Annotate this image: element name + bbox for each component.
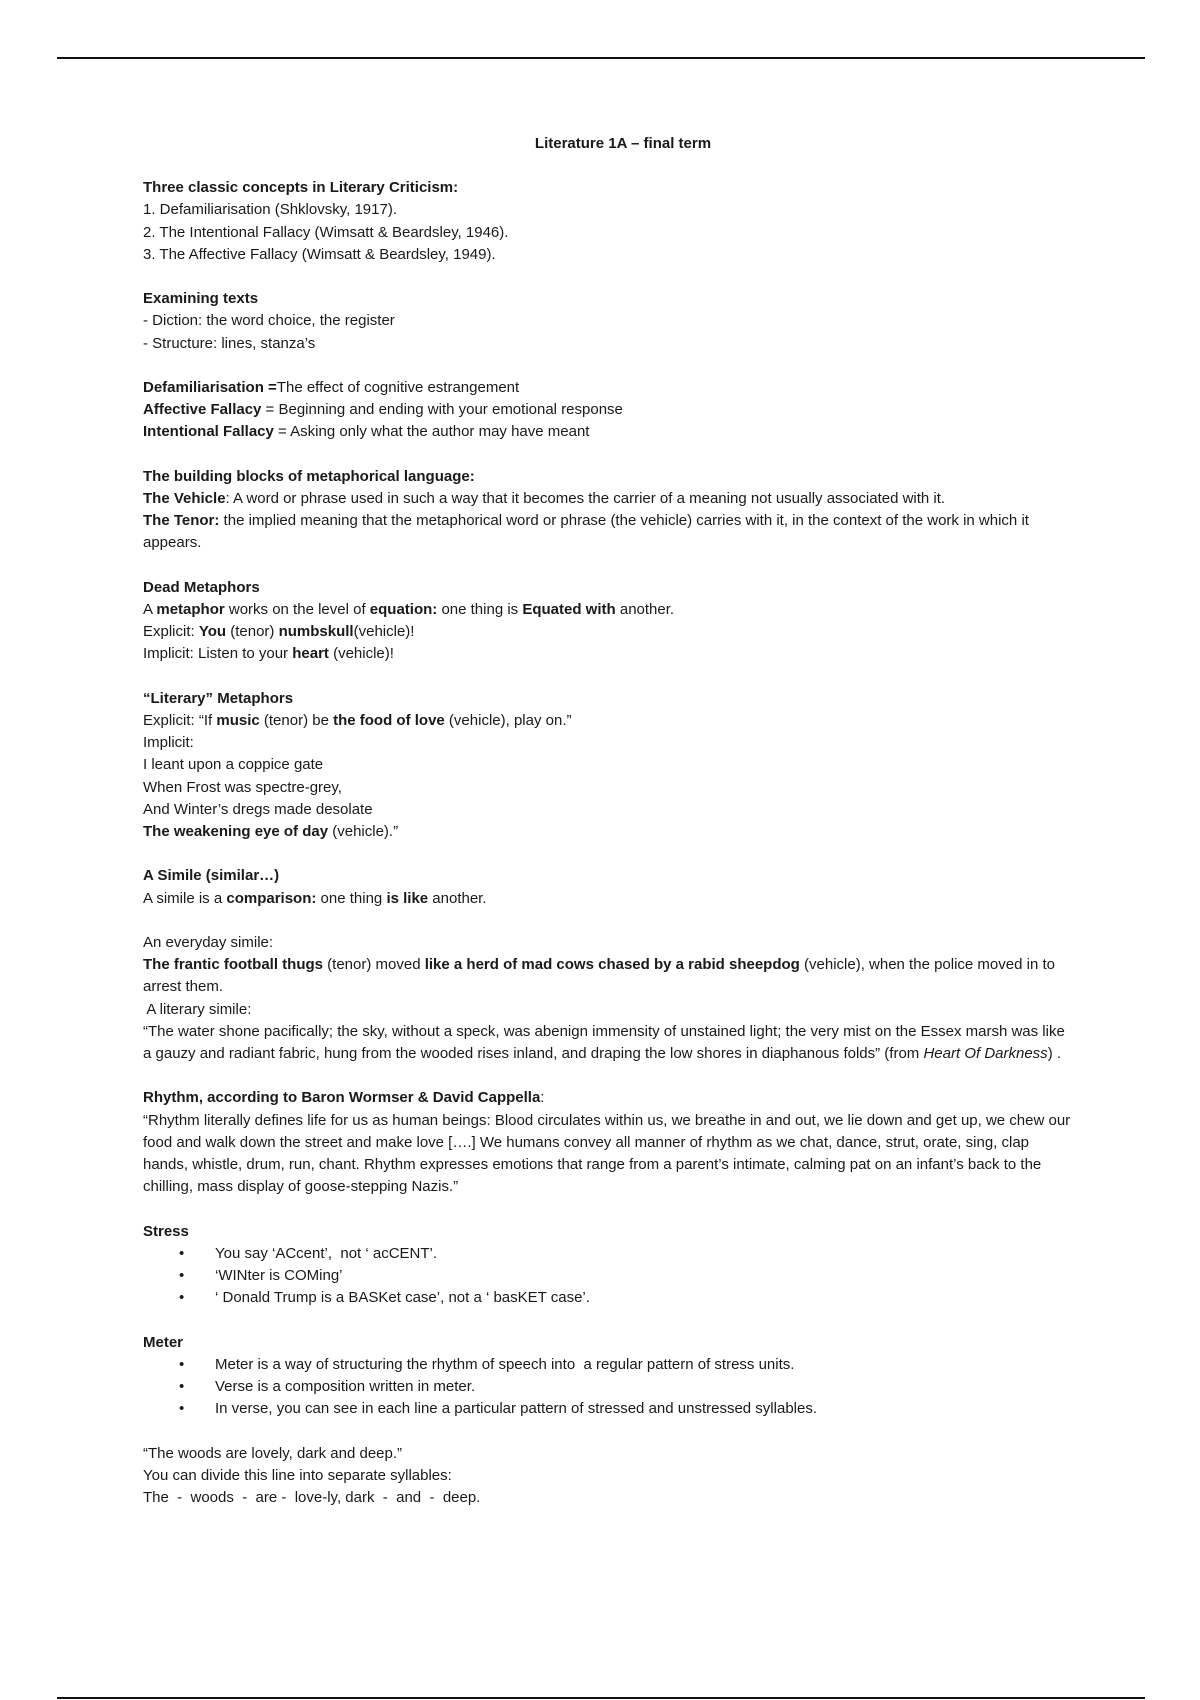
poem-line: I leant upon a coppice gate [143,756,324,774]
term: The Tenor: [143,512,220,530]
definition-text: = Asking only what the author may have meant [273,423,590,441]
page-title: Literature 1A – final term [534,135,712,152]
section-classic-concepts [143,177,1073,266]
top-rule [57,57,1145,59]
text: heart [292,645,329,663]
text: (vehicle), play on.” [444,712,572,729]
text: Equated with [522,601,616,618]
definition-row [143,377,1073,399]
paragraph-line [143,643,1073,665]
definition-text: The effect of cognitive estrangement [276,379,520,396]
paragraph-line [143,888,1073,910]
section-stress [143,1221,1073,1310]
text: Implicit: Listen to your [143,645,293,663]
section-heading: Meter [143,1333,184,1351]
document-page [143,133,1073,1509]
paragraph-line [143,599,1073,621]
list-item: • Verse is a composition written in meter. [143,1376,1073,1398]
text: (tenor) be [259,712,334,729]
text: A simile is a [143,889,227,907]
definition-term: Defamiliarisation = [143,379,277,396]
definition-term: Affective Fallacy [143,401,262,419]
paragraph [143,954,1073,998]
text: metaphor [156,601,225,618]
text: Explicit: [143,623,199,641]
definition-row [143,421,1073,443]
paragraph-line [143,621,1073,643]
text: one thing [316,889,387,907]
section-heading: The building blocks of metaphorical language: [143,467,475,485]
section-meter [143,1332,1073,1421]
section-examining-texts [143,288,1073,355]
definition-row [143,399,1073,421]
text: the implied meaning that the metaphorical word or phrase (the vehicle) carries with it, in the context of the work in which it appears. [143,512,1029,552]
text: one thing is [437,601,523,618]
text: equation: [369,601,438,618]
text: The frantic football thugs [143,956,323,974]
text: : [540,1089,545,1107]
section-heading: Three classic concepts in Literary Criticism: [143,179,459,197]
text: : A word or phrase used in such a way that it becomes the carrier of a meaning not usually associated with it. [225,490,946,507]
poem-line: When Frost was spectre-grey, [143,778,342,796]
list-item: • You say ‘ACcent’, not ‘ acCENT’. [143,1243,1073,1265]
definition-text: = Beginning and ending with your emotional response [261,401,623,419]
section-rhythm [143,1087,1073,1198]
text: another. [615,601,675,618]
paragraph-line [143,710,1073,732]
section-heading: Rhythm, according to Baron Wormser & David Cappella [143,1089,541,1107]
list-item: 2. The Intentional Fallacy (Wimsatt & Beardsley, 1946). [143,223,509,241]
section-heading: Examining texts [143,290,259,308]
paragraph-line: A literary simile: [143,1000,252,1018]
text: “The water shone pacifically; the sky, without a speck, was abenign immensity of unstained light; the very mist on the Essex marsh was like a gauzy and radiant fabric, hung from the wooded rises inland, and draping the low shores in diaphanous folds” (from [143,1022,1065,1063]
vehicle-definition [143,488,1073,510]
term: The Vehicle [143,490,226,507]
text: comparison: [226,889,317,907]
section-definitions [143,377,1073,444]
text: A [143,601,157,618]
text: is like [386,889,429,907]
list-item: • ‘ Donald Trump is a BASKet case’, not a ‘ basKET case’. [143,1287,1073,1309]
section-dead-metaphors [143,577,1073,666]
list-item: - Structure: lines, stanza’s [143,334,316,352]
text: works on the level of [224,601,370,618]
paragraph-line: You can divide this line into separate syllables: [143,1466,452,1484]
section-heading: Dead Metaphors [143,578,260,596]
text: You [198,623,227,641]
tenor-definition [143,510,1073,554]
text: like a herd of mad cows chased by a rabid sheepdog [424,956,800,974]
paragraph-line: The - woods - are - love-ly, dark - and - deep. [143,1489,481,1507]
text: ) . [1047,1045,1062,1063]
list-item: • In verse, you can see in each line a particular pattern of stressed and unstressed syllables. [143,1398,1073,1420]
list-item: • ‘WINter is COMing’ [143,1265,1073,1287]
section-heading: “Literary” Metaphors [143,689,294,707]
text: the food of love [333,712,445,729]
poem-line [143,821,1073,843]
text: numbskull [278,623,354,641]
definition-term: Intentional Fallacy [143,423,274,441]
list-item: 1. Defamiliarisation (Shklovsky, 1917). [143,201,397,219]
section-woods [143,1443,1073,1510]
section-building-blocks [143,466,1073,555]
section-literary-metaphors [143,688,1073,843]
text: music [216,712,260,729]
quote-paragraph: “Rhythm literally defines life for us as human beings: Blood circulates within us, we breathe in and out, we lie down and get up, we chew our food and walk down the street and make love [….] We humans convey all manner of rhythm as we chat, dance, strut, orate, sing, clap hands, whistle, drum, run, chant. Rhythm expresses emotions that range from a parent’s intimate, calming pat on an infant’s back to the chilling, mass display of goose-stepping Nazis.” [143,1111,1071,1196]
section-simile [143,865,1073,1065]
text: (tenor) moved [323,956,425,974]
text: (tenor) [226,623,279,641]
text: another. [428,889,487,907]
list-item: 3. The Affective Fallacy (Wimsatt & Beardsley, 1949). [143,245,496,263]
paragraph-line: “The woods are lovely, dark and deep.” [143,1444,403,1462]
list-item: - Diction: the word choice, the register [143,312,395,330]
text: (vehicle), when the police moved in to arrest them. [143,956,1055,996]
poem-line: And Winter’s dregs made desolate [143,800,373,818]
list-item: • Meter is a way of structuring the rhythm of speech into a regular pattern of stress units. [143,1354,1073,1376]
section-heading: A Simile (similar…) [143,867,280,885]
paragraph-line: Implicit: [143,734,194,752]
quote-paragraph [143,1021,1073,1065]
paragraph-line: An everyday simile: [143,934,274,951]
bottom-rule [57,1697,1145,1699]
text: (vehicle).” [328,823,399,841]
text: Explicit: “If [143,712,217,729]
text: (vehicle)! [353,623,415,641]
text: Heart Of Darkness [923,1045,1048,1063]
text: (vehicle)! [328,645,394,663]
section-heading: Stress [143,1222,189,1240]
text: The weakening eye of day [143,823,329,841]
